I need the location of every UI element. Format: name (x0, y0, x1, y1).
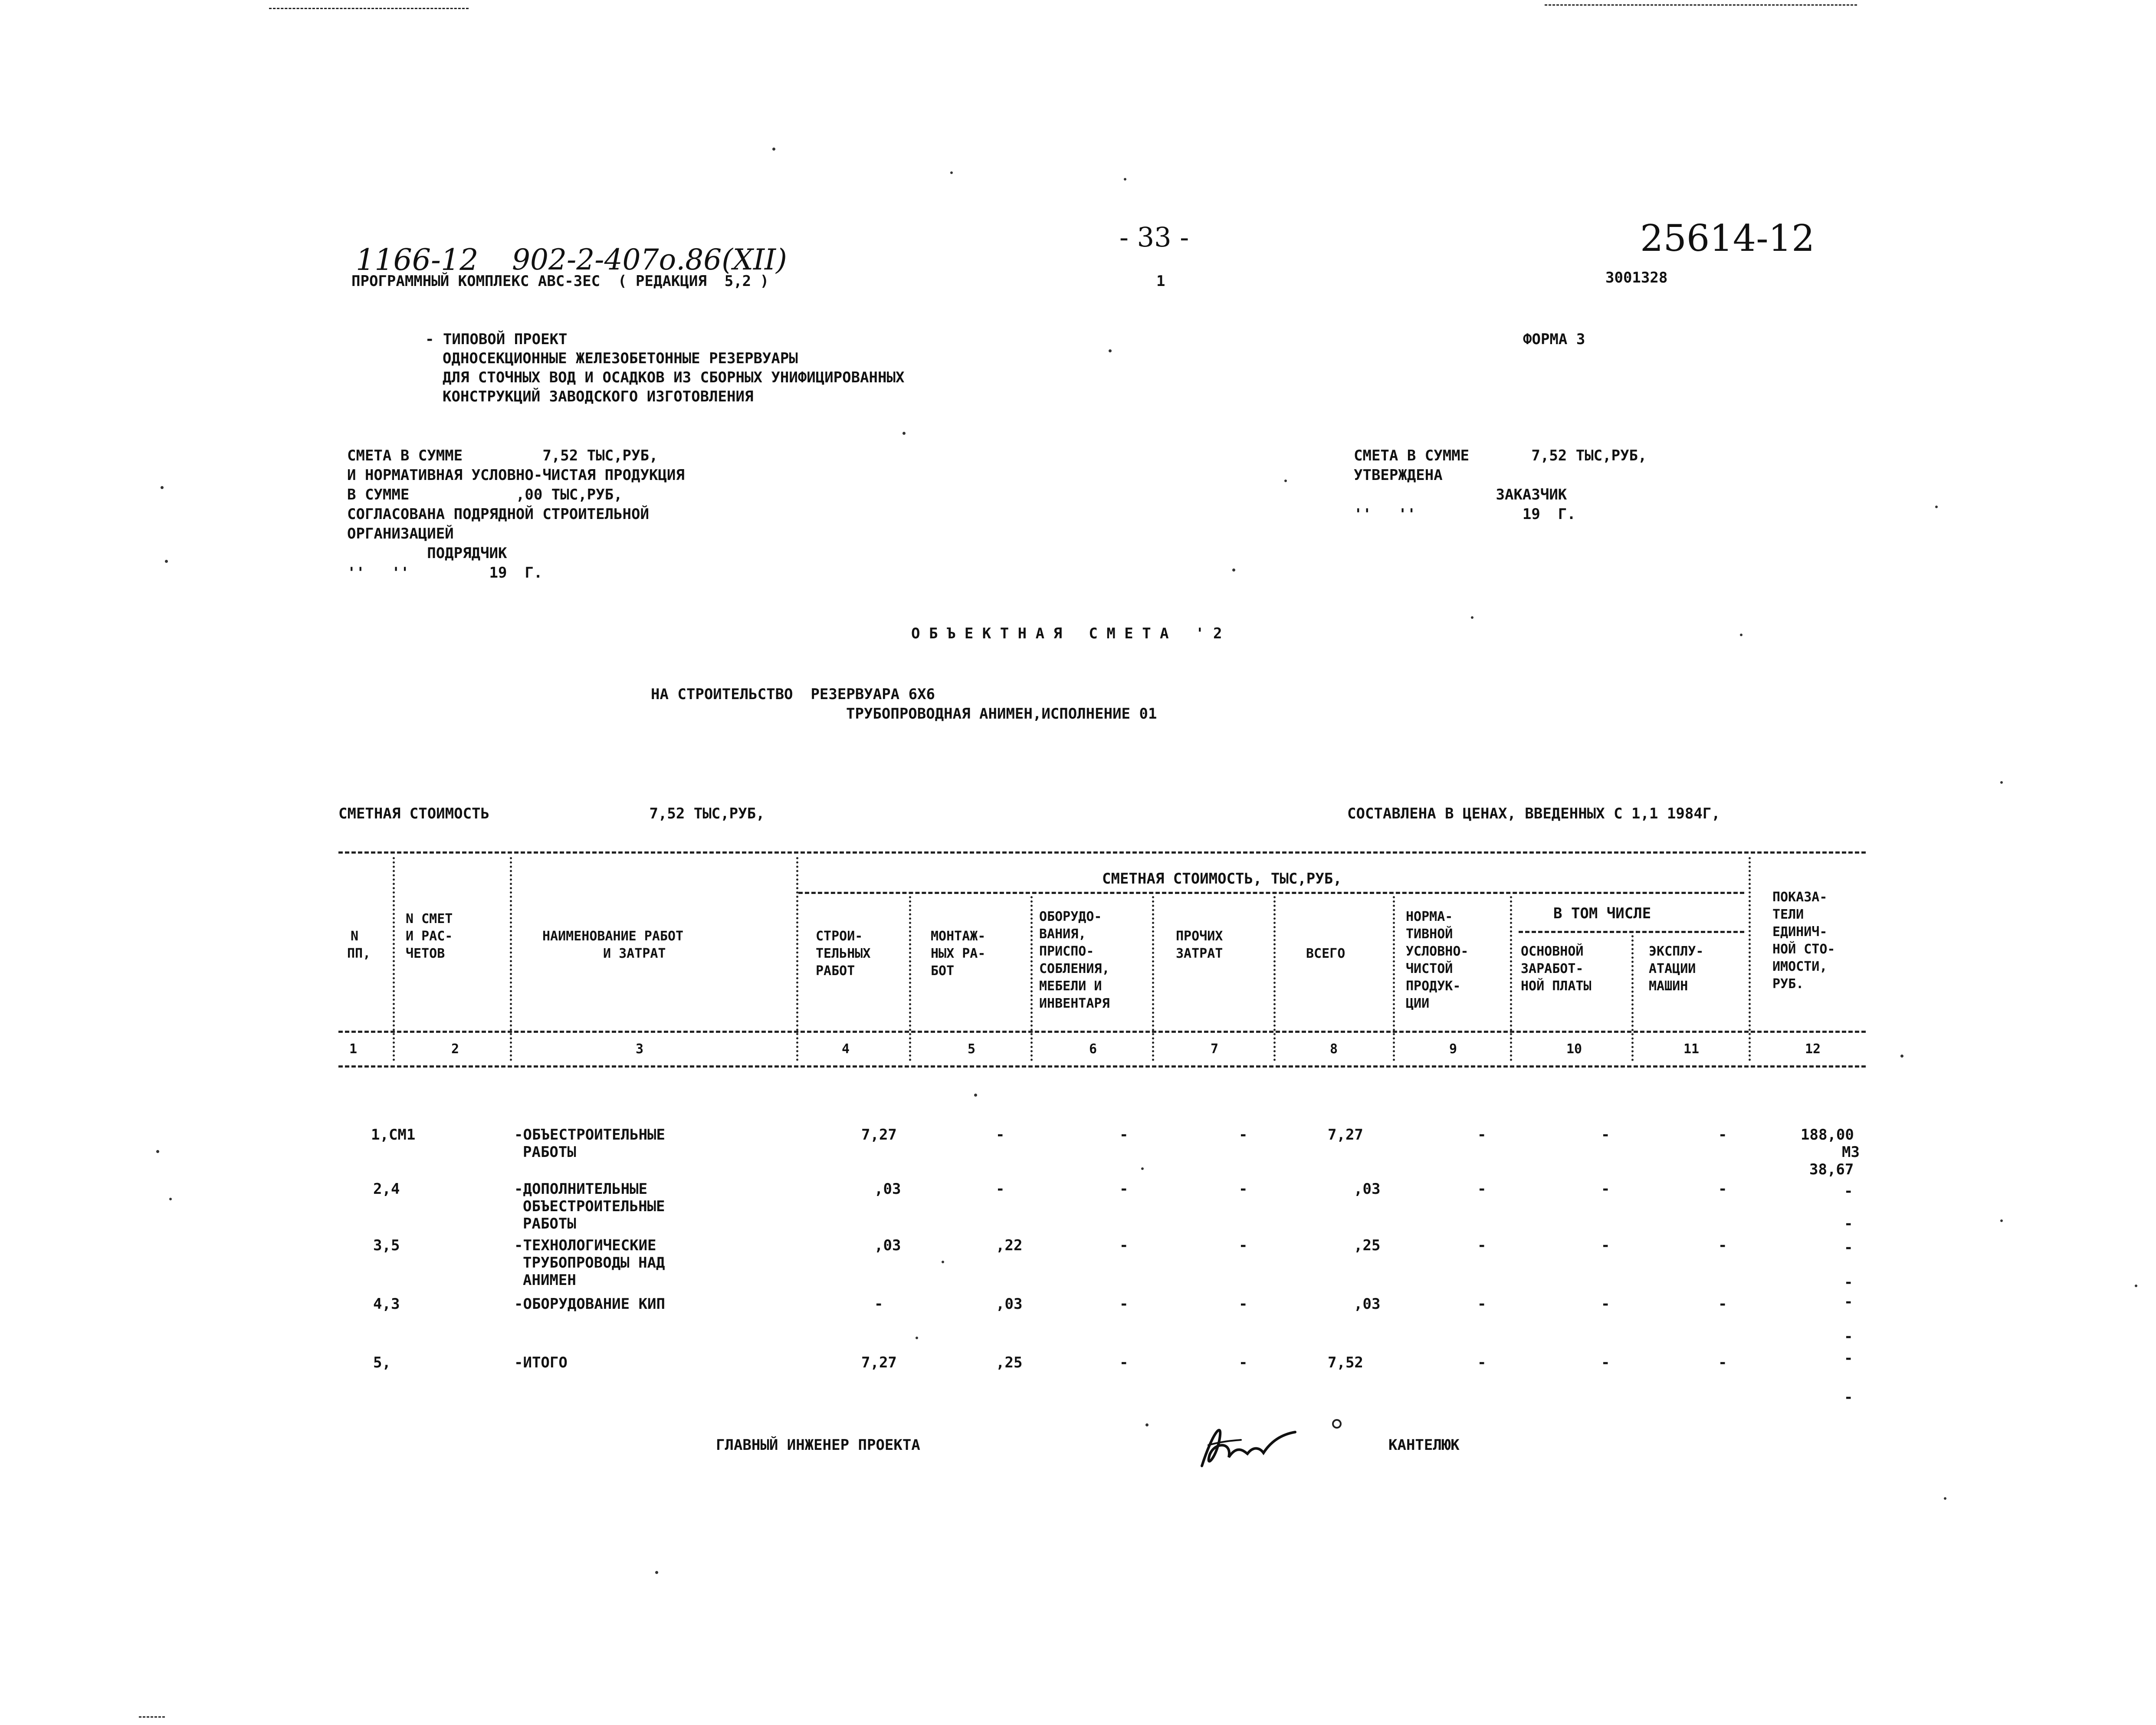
header-text: НОРМА- (1406, 909, 1453, 924)
column-number: 5 (968, 1042, 976, 1057)
scan-speck (1232, 568, 1235, 572)
header-text: ПРОЧИХ (1176, 929, 1223, 944)
cell-net-product: - (1477, 1180, 1487, 1198)
cell-construction: ,03 (874, 1237, 901, 1254)
header-text: ТЕЛЬНЫХ (816, 946, 871, 961)
scan-speck (1124, 178, 1126, 181)
cell-net-product: - (1477, 1237, 1487, 1254)
price-basis: СОСТАВЛЕНА В ЦЕНАХ, ВВЕДЕННЫХ С 1,1 1984Г, (1347, 805, 1720, 822)
approval-line: ПОДРЯДЧИК (347, 545, 507, 562)
header-text: РУБ. (1772, 976, 1804, 992)
header-text: НОЙ ПЛАТЫ (1521, 979, 1592, 994)
column-divider (796, 857, 798, 1061)
column-divider (1510, 896, 1512, 1061)
cell-unit-indicator: - (1844, 1293, 1853, 1311)
subgroup-header: В ТОМ ЧИСЛЕ (1553, 905, 1651, 922)
subtitle-line: НА СТРОИТЕЛЬСТВО РЕЗЕРВУАРА 6Х6 (651, 686, 935, 703)
page-number: - 33 - (1119, 221, 1189, 253)
column-divider (1749, 857, 1751, 1061)
cell-installation: ,03 (996, 1295, 1023, 1313)
project-line: ДЛЯ СТОЧНЫХ ВОД И ОСАДКОВ ИЗ СБОРНЫХ УНИФИЦИРОВАННЫХ (443, 369, 905, 386)
cell-machines: - (1718, 1180, 1727, 1198)
row-number: 3,5 (373, 1237, 400, 1254)
cell-wages: - (1601, 1237, 1610, 1254)
row-name: -ИТОГО (514, 1354, 568, 1371)
header-text: ИМОСТИ, (1772, 959, 1828, 974)
header-text: ОБОРУДО- (1039, 909, 1102, 924)
row-number: 5, (373, 1354, 391, 1371)
scan-speck (156, 1150, 159, 1153)
column-number: 1 (349, 1042, 358, 1057)
sheet-number: 1 (1156, 273, 1165, 290)
column-divider (909, 896, 911, 1061)
approval-line: ОРГАНИЗАЦИЕЙ (347, 525, 454, 542)
row-name: -ОБОРУДОВАНИЕ КИП (514, 1295, 665, 1313)
cell-installation: - (996, 1126, 1005, 1143)
cell-unit-indicator: - (1844, 1274, 1853, 1291)
cell-installation: ,22 (996, 1237, 1023, 1254)
scan-speck (1900, 1055, 1903, 1058)
scan-speck (655, 1571, 658, 1574)
subtitle-line: ТРУБОПРОВОДНАЯ АНИМЕН,ИСПОЛНЕНИЕ 01 (846, 705, 1157, 723)
cell-total: ,03 (1354, 1295, 1381, 1313)
header-text: АТАЦИИ (1649, 961, 1696, 976)
scan-ring (1332, 1419, 1342, 1429)
scan-speck (1145, 1423, 1149, 1426)
scan-speck (2000, 781, 2003, 784)
chief-engineer-label: ГЛАВНЫЙ ИНЖЕНЕР ПРОЕКТА (716, 1436, 920, 1454)
cell-unit-indicator: - (1844, 1389, 1853, 1406)
scan-speck (161, 486, 164, 489)
scan-speck (916, 1337, 918, 1339)
header-text: ПРОДУК- (1406, 979, 1461, 994)
cell-total: ,25 (1354, 1237, 1381, 1254)
scan-speck (169, 1198, 172, 1200)
signature-mark (1189, 1415, 1302, 1475)
cell-net-product: - (1477, 1354, 1487, 1371)
approval-line: СОГЛАСОВАНА ПОДРЯДНОЙ СТРОИТЕЛЬНОЙ (347, 506, 649, 523)
column-number: 10 (1566, 1042, 1582, 1057)
group-header-border (798, 892, 1744, 894)
header-text: ЧЕТОВ (406, 946, 445, 961)
header-text: ЗАРАБОТ- (1521, 961, 1584, 976)
header-text: УСЛОВНО- (1406, 944, 1469, 959)
cell-machines: - (1718, 1295, 1727, 1313)
header-text: ЧИСТОЙ (1406, 961, 1453, 976)
cell-total: ,03 (1354, 1180, 1381, 1198)
doc-code-right: 25614-12 (1640, 217, 1815, 260)
cell-equipment: - (1119, 1126, 1129, 1143)
cell-wages: - (1601, 1126, 1610, 1143)
cell-construction: - (874, 1295, 883, 1313)
approval-line: СМЕТА В СУММЕ 7,52 ТЫС,РУБ, (1354, 447, 1647, 464)
cell-wages: - (1601, 1354, 1610, 1371)
cell-machines: - (1718, 1354, 1727, 1371)
header-text: ИНВЕНТАРЯ (1039, 996, 1110, 1011)
row-number: 2,4 (373, 1180, 400, 1198)
cell-construction: 7,27 (861, 1126, 897, 1143)
approval-line: УТВЕРЖДЕНА (1354, 467, 1443, 484)
cell-net-product: - (1477, 1295, 1487, 1313)
doc-code: 3001328 (1605, 269, 1668, 286)
header-text: ВАНИЯ, (1039, 927, 1086, 942)
header-text: ВСЕГО (1306, 946, 1345, 961)
header-text: ОСНОВНОЙ (1521, 944, 1584, 959)
header-text: N (351, 929, 359, 944)
header-text: ПРИСПО- (1039, 944, 1094, 959)
cell-unit-indicator: - (1844, 1183, 1853, 1200)
approval-line: В СУММЕ ,00 ТЫС,РУБ, (347, 486, 623, 503)
header-text: И ЗАТРАТ (603, 946, 666, 961)
column-number: 4 (842, 1042, 850, 1057)
column-number: 7 (1211, 1042, 1219, 1057)
header-text: МЕБЕЛИ И (1039, 979, 1102, 994)
chief-engineer-name: КАНТЕЛЮК (1388, 1436, 1460, 1454)
cell-equipment: - (1119, 1237, 1129, 1254)
cell-installation: - (996, 1180, 1005, 1198)
scan-speck (942, 1261, 944, 1263)
column-divider (1152, 896, 1154, 1061)
column-number: 12 (1805, 1042, 1821, 1057)
header-text: ПОКАЗА- (1772, 890, 1828, 905)
scan-speck (902, 432, 906, 435)
cell-equipment: - (1119, 1180, 1129, 1198)
row-name: АНИМЕН (523, 1272, 576, 1289)
header-text: НЫХ РА- (931, 946, 986, 961)
approval-line: И НОРМАТИВНАЯ УСЛОВНО-ЧИСТАЯ ПРОДУКЦИЯ (347, 467, 685, 484)
cell-other: - (1239, 1126, 1248, 1143)
cell-unit-indicator: М3 (1842, 1143, 1860, 1161)
scan-speck (1109, 349, 1112, 352)
column-number-border (338, 1065, 1866, 1068)
column-divider (1393, 896, 1395, 1061)
scan-speck (950, 171, 953, 174)
scan-speck (1740, 634, 1743, 636)
cell-total: 7,52 (1328, 1354, 1363, 1371)
header-text: НОЙ СТО- (1772, 942, 1835, 957)
header-text: ПП, (347, 946, 371, 961)
row-name: ТРУБОПРОВОДЫ НАД (523, 1254, 665, 1272)
group-header: СМЕТНАЯ СТОИМОСТЬ, ТЫС,РУБ, (1102, 870, 1342, 887)
doc-code-left: 1166-12 (356, 243, 479, 277)
cell-equipment: - (1119, 1295, 1129, 1313)
row-name: -ТЕХНОЛОГИЧЕСКИЕ (514, 1237, 656, 1254)
row-name: -ОБЪЕСТРОИТЕЛЬНЫЕ (514, 1126, 665, 1143)
header-bottom-border (338, 1031, 1866, 1033)
cell-net-product: - (1477, 1126, 1487, 1143)
subgroup-header-border (1519, 931, 1744, 933)
header-text: ЕДИНИЧ- (1772, 924, 1828, 940)
row-name: РАБОТЫ (523, 1143, 576, 1161)
scan-speck (1935, 506, 1938, 508)
header-text: И РАС- (406, 929, 453, 944)
row-name: ОБЪЕСТРОИТЕЛЬНЫЕ (523, 1198, 665, 1215)
approval-line: СМЕТА В СУММЕ 7,52 ТЫС,РУБ, (347, 447, 658, 464)
cell-unit-indicator: 38,67 (1809, 1161, 1854, 1178)
header-text: РАБОТ (816, 963, 855, 979)
cell-machines: - (1718, 1126, 1727, 1143)
cell-other: - (1239, 1295, 1248, 1313)
scan-speck (772, 148, 775, 151)
cell-unit-indicator: 188,00 (1801, 1126, 1854, 1143)
row-name: -ДОПОЛНИТЕЛЬНЫЕ (514, 1180, 648, 1198)
column-divider (1273, 896, 1276, 1061)
document-title: О Б Ъ Е К Т Н А Я С М Е Т А ' 2 (911, 625, 1222, 642)
row-number: 1,СМ1 (371, 1126, 416, 1143)
scan-line (1545, 4, 1857, 6)
cell-wages: - (1601, 1180, 1610, 1198)
cell-total: 7,27 (1328, 1126, 1363, 1143)
project-line: - ТИПОВОЙ ПРОЕКТ (425, 331, 568, 348)
row-name: РАБОТЫ (523, 1215, 576, 1232)
scan-speck (1944, 1497, 1946, 1500)
header-text: ЗАТРАТ (1176, 946, 1223, 961)
cell-construction: ,03 (874, 1180, 901, 1198)
form-label: ФОРМА 3 (1523, 331, 1585, 348)
scan-speck (2000, 1219, 2003, 1222)
program-line: ПРОГРАММНЫЙ КОМПЛЕКС АВС-3ЕС ( РЕДАКЦИЯ 5,2 ) (351, 273, 769, 290)
scan-line (269, 8, 469, 9)
scan-line (139, 1716, 165, 1718)
header-text: НАИМЕНОВАНИЕ РАБОТ (542, 929, 684, 944)
cell-machines: - (1718, 1237, 1727, 1254)
column-number: 8 (1330, 1042, 1338, 1057)
cell-installation: ,25 (996, 1354, 1023, 1371)
scan-speck (165, 560, 168, 563)
header-text: МОНТАЖ- (931, 929, 986, 944)
scan-speck (2135, 1285, 2137, 1287)
cell-unit-indicator: - (1844, 1215, 1853, 1232)
column-number: 6 (1089, 1042, 1097, 1057)
scan-speck (974, 1094, 977, 1097)
column-divider (393, 857, 395, 1061)
header-text: N СМЕТ (406, 911, 453, 927)
project-line: ОДНОСЕКЦИОННЫЕ ЖЕЛЕЗОБЕТОННЫЕ РЕЗЕРВУАРЫ (443, 350, 798, 367)
doc-project-code: 902-2-407о.86(XII) (512, 243, 787, 276)
column-number: 2 (451, 1042, 459, 1057)
estimated-cost: СМЕТНАЯ СТОИМОСТЬ 7,52 ТЫС,РУБ, (338, 805, 765, 822)
approval-line: '' '' 19 Г. (347, 564, 543, 582)
cell-other: - (1239, 1354, 1248, 1371)
header-text: ЦИИ (1406, 996, 1430, 1011)
header-text: СТРОИ- (816, 929, 863, 944)
cell-unit-indicator: - (1844, 1328, 1853, 1345)
cell-unit-indicator: - (1844, 1239, 1853, 1256)
cell-other: - (1239, 1237, 1248, 1254)
column-number: 11 (1683, 1042, 1700, 1057)
approval-line: ЗАКАЗЧИК (1354, 486, 1567, 503)
cell-equipment: - (1119, 1354, 1129, 1371)
header-text: ТЕЛИ (1772, 907, 1804, 922)
project-line: КОНСТРУКЦИЙ ЗАВОДСКОГО ИЗГОТОВЛЕНИЯ (443, 388, 754, 405)
table-top-border (338, 851, 1866, 854)
header-text: БОТ (931, 963, 955, 979)
approval-line: '' '' 19 Г. (1354, 506, 1576, 523)
header-text: ЭКСПЛУ- (1649, 944, 1704, 959)
column-divider (1030, 896, 1033, 1061)
header-text: СОБЛЕНИЯ, (1039, 961, 1110, 976)
scan-speck (1284, 480, 1287, 482)
header-text: МАШИН (1649, 979, 1688, 994)
scan-speck (1471, 616, 1473, 619)
header-text: ТИВНОЙ (1406, 927, 1453, 942)
cell-wages: - (1601, 1295, 1610, 1313)
cell-construction: 7,27 (861, 1354, 897, 1371)
cell-unit-indicator: - (1844, 1350, 1853, 1367)
column-divider (510, 857, 512, 1061)
cell-other: - (1239, 1180, 1248, 1198)
column-number: 3 (636, 1042, 644, 1057)
scan-speck (1141, 1167, 1144, 1170)
column-number: 9 (1449, 1042, 1457, 1057)
row-number: 4,3 (373, 1295, 400, 1313)
column-divider (1631, 935, 1634, 1061)
